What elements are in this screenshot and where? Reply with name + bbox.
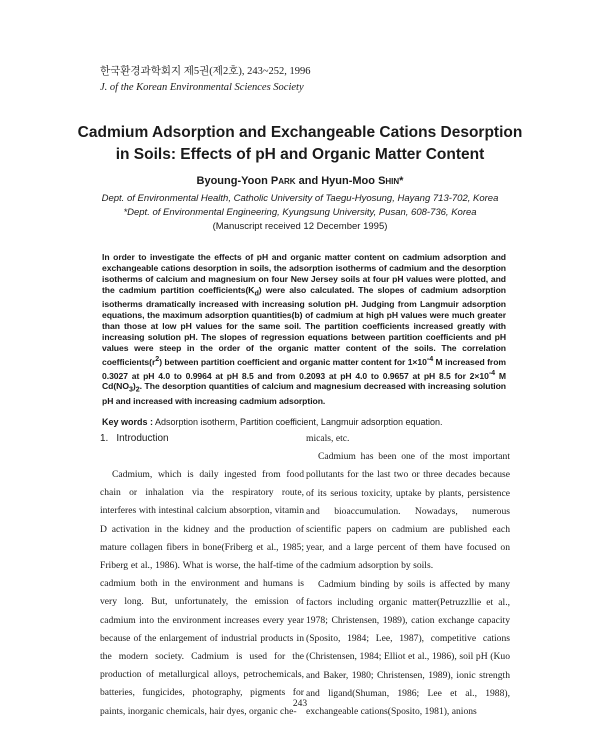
nitrate-subscript-2: 2 — [135, 386, 140, 395]
keywords — [102, 417, 512, 427]
author-1-family: Park — [270, 175, 296, 187]
intro-paragraph-1-continued: micals, etc. — [306, 433, 350, 444]
paper-title — [40, 122, 560, 166]
journal-name-english: J. of the Korean Environmental Sciences Society — [100, 82, 304, 93]
author-2-family: Shin* — [378, 175, 404, 187]
author-line — [40, 175, 560, 187]
journal-citation-korean: 한국환경과학회지 제5권(제2호), 243~252, 1996 — [100, 66, 311, 77]
keywords-label: Key words : — [102, 417, 154, 427]
abstract-text-4: M increased from 0.3027 at pH 4.0 to 0.9964 at pH 8.5 and from 0.2093 at pH 4.0 to 0.9657 at pH 8.5 for 2×10 — [102, 356, 506, 381]
title-line-1: Cadmium Adsorption and Exchangeable Cations Desorption — [77, 124, 523, 141]
section-number: 1. — [100, 433, 109, 444]
abstract-text-3: ) between partition coefficient and organic matter content for 1×10 — [159, 356, 427, 367]
intro-paragraph-1: Cadmium, which is daily ingested from food chain or inhalation via the respiratory route, interferes with intestinal calcium absorption, vitamin D activation in the kidney and the production of mature collagen fibers in bone(Friberg et al., 1985; Friberg et al., 1986). What is worse, the half-time of cadmium both in the environment and humans is very long. But, unfortunately, the emission of cadmium into the environment increases every year because of the enlargement of industrial products in the modern society. Cadmium is used for the production of metallurgical alloys, petrochemicals, batteries, fungicides, photography, pigments for paints, inorganic chemicals, hair dyes, organic che- — [100, 469, 304, 717]
affiliation-1: Dept. of Environmental Health, Catholic University of Taegu-Hyosung, Hayang 713-702, Korea — [101, 193, 499, 204]
nitrate-subscript: 3 — [128, 386, 133, 395]
body-column-left — [100, 430, 304, 721]
keywords-text: Adsorption isotherm, Partition coefficient, Langmuir adsorption equation. — [153, 417, 443, 427]
manuscript-received: (Manuscript received 12 December 1995) — [212, 221, 388, 232]
page-number: 243 — [292, 699, 308, 709]
author-2-given: Hyun-Moo — [321, 175, 375, 187]
affiliations — [60, 192, 540, 234]
exponent-2: -4 — [488, 368, 496, 377]
kd-subscript: d — [254, 289, 259, 298]
title-line-2: in Soils: Effects of pH and Organic Matter Content — [115, 146, 485, 163]
section-heading-introduction — [100, 430, 304, 448]
intro-paragraph-2: Cadmium has been one of the most important pollutants for the last two or three decades because of its serious toxicity, uptake by plants, persistence and bioaccumulation. Nowadays, numerous scientific papers on cadmium are published each year, and a large percent of them have focused on the cadmium adsorption by soils. — [306, 451, 510, 572]
author-1-given: Byoung-Yoon — [196, 175, 268, 187]
abstract-text-1: In order to investigate the effects of pH and organic matter content on cadmium adsorption and exchangeable cations desorption in soils, the adsorption isotherms of cadmium and the desorption isotherms of calcium and magnesium on four New Jersey soils at four pH values were plotted, and the cadmium partition coefficients(K — [102, 252, 506, 295]
intro-paragraph-3: Cadmium binding by soils is affected by many factors including organic matter(Petruzzllie et al., 1978; Christensen, 1989), cation exchange capacity (Sposito, 1984; Lee, 1987), competitive cations (Christensen, 1984; Elliot et al., 1986), soil pH (Kuo and Baker, 1980; Christensen, 1989), ionic strength and ligand(Shuman, 1986; Lee et al., 1988), exchangeable cations(Sposito, 1981), anions — [306, 578, 510, 718]
author-conjunction: and — [298, 175, 319, 187]
body-column-right — [306, 430, 510, 721]
abstract-text-6: ) — [132, 381, 136, 392]
r-squared-superscript: 2 — [155, 354, 160, 363]
journal-header — [100, 64, 311, 96]
abstract — [102, 252, 506, 407]
abstract-text-5: M Cd(NO — [102, 370, 506, 392]
section-title: Introduction — [116, 433, 169, 444]
exponent-1: -4 — [426, 354, 434, 363]
affiliation-2: *Dept. of Environmental Engineering, Kyungsung University, Pusan, 608-736, Korea — [123, 207, 477, 218]
abstract-text-2: ) were also calculated. The slopes of cadmium adsorption isotherms dramatically increased with increasing solution pH. Judging from Langmuir adsorption equations, the maximum adsorption quantities(b) of cadmium at high pH values were much greater than those at low pH values for the same soil. The partition coefficients increased greatly with increasing solution pH. The slopes of regression equations between partition coefficients and pH values were steep in the order of the organic matter content of the soils. The correlation coefficients(r — [102, 284, 506, 367]
abstract-text-7: . The desorption quantities of calcium and magnesium decreased with increasing solution pH and increased with increasing cadmium adsorption. — [102, 381, 506, 407]
